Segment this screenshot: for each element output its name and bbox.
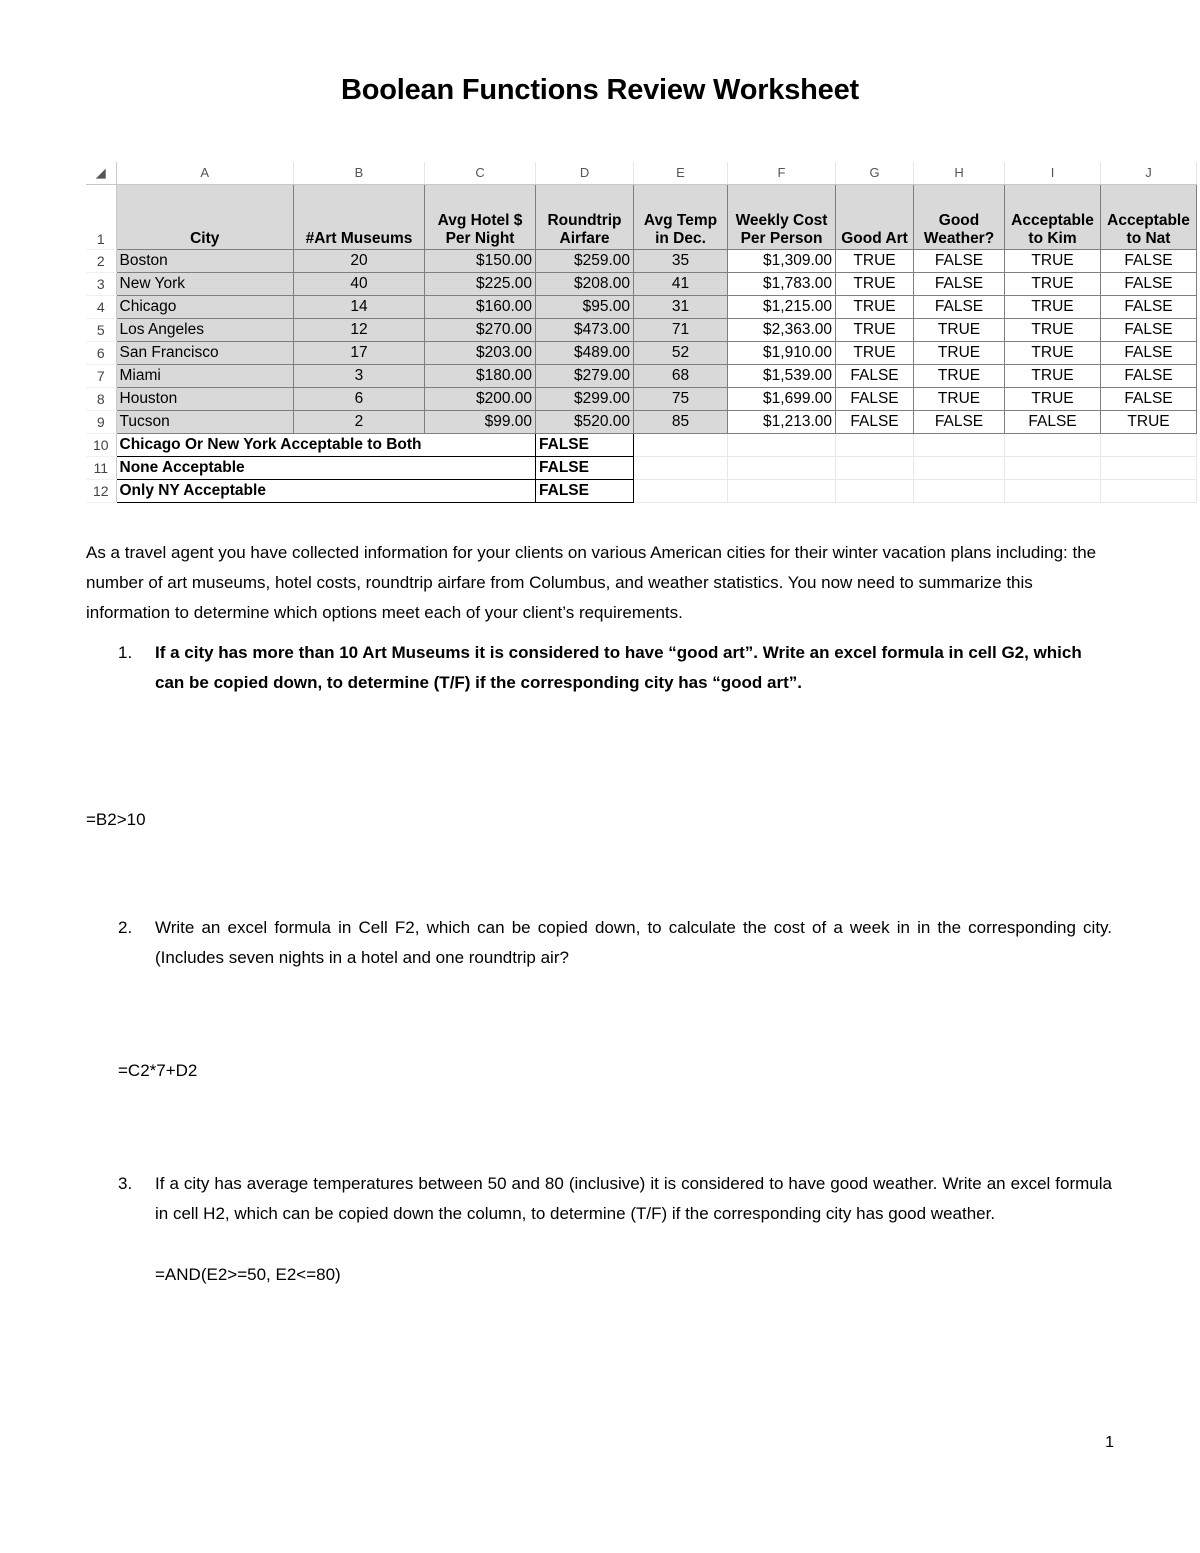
- table-cell[interactable]: FALSE: [1101, 250, 1197, 273]
- question-1: [118, 638, 1112, 698]
- table-cell[interactable]: Chicago: [116, 296, 293, 319]
- table-row: [86, 411, 1197, 434]
- header-cell[interactable]: Acceptable to Nat: [1101, 185, 1197, 250]
- question-text: If a city has more than 10 Art Museums it is considered to have “good art”. Write an excel formula in cell G2, which can be copied down, to determine (T/F) if the corresponding city has “good art”.: [155, 643, 1082, 692]
- question-number: 3.: [118, 1174, 133, 1193]
- table-cell[interactable]: TRUE: [914, 388, 1005, 411]
- row-number[interactable]: 4: [86, 296, 116, 319]
- table-cell[interactable]: FALSE: [1101, 342, 1197, 365]
- header-cell[interactable]: Good Weather?: [914, 185, 1005, 250]
- table-cell[interactable]: New York: [116, 273, 293, 296]
- question-3: [118, 1169, 1112, 1229]
- table-cell[interactable]: FALSE: [1101, 388, 1197, 411]
- row-number[interactable]: 8: [86, 388, 116, 411]
- table-cell[interactable]: $279.00: [536, 365, 634, 388]
- table-cell[interactable]: $225.00: [425, 273, 536, 296]
- header-cell[interactable]: Weekly Cost Per Person: [728, 185, 836, 250]
- table-cell[interactable]: $1,309.00: [728, 250, 836, 273]
- table-cell[interactable]: $99.00: [425, 411, 536, 434]
- table-cell[interactable]: $473.00: [536, 319, 634, 342]
- row-number[interactable]: 1: [86, 185, 116, 250]
- empty-cell[interactable]: [1101, 434, 1197, 457]
- table-cell[interactable]: San Francisco: [116, 342, 293, 365]
- table-cell[interactable]: TRUE: [836, 319, 914, 342]
- table-cell[interactable]: $299.00: [536, 388, 634, 411]
- empty-cell[interactable]: [634, 480, 728, 503]
- table-cell[interactable]: FALSE: [914, 296, 1005, 319]
- table-row: [86, 342, 1197, 365]
- row-number[interactable]: 12: [86, 480, 116, 503]
- table-cell[interactable]: FALSE: [1005, 411, 1101, 434]
- table-cell[interactable]: $259.00: [536, 250, 634, 273]
- table-cell[interactable]: 71: [634, 319, 728, 342]
- table-cell[interactable]: 6: [293, 388, 424, 411]
- row-number[interactable]: 10: [86, 434, 116, 457]
- header-cell[interactable]: Acceptable to Kim: [1005, 185, 1101, 250]
- header-cell[interactable]: Avg Temp in Dec.: [634, 185, 728, 250]
- table-cell[interactable]: TRUE: [1005, 342, 1101, 365]
- table-cell[interactable]: FALSE: [836, 411, 914, 434]
- column-letter[interactable]: I: [1005, 162, 1101, 185]
- table-cell[interactable]: TRUE: [1005, 365, 1101, 388]
- table-cell[interactable]: 3: [293, 365, 424, 388]
- column-letter[interactable]: G: [836, 162, 914, 185]
- empty-cell[interactable]: [1101, 457, 1197, 480]
- table-cell[interactable]: TRUE: [1005, 250, 1101, 273]
- table-cell[interactable]: $2,363.00: [728, 319, 836, 342]
- summary-row: [86, 434, 1197, 457]
- summary-empty-cell[interactable]: [425, 434, 536, 457]
- table-cell[interactable]: FALSE: [1101, 296, 1197, 319]
- table-cell[interactable]: 12: [293, 319, 424, 342]
- summary-empty-cell[interactable]: [425, 457, 536, 480]
- select-all-corner[interactable]: ◢: [86, 162, 116, 185]
- summary-value[interactable]: FALSE: [536, 434, 634, 457]
- question-text: Write an excel formula in Cell F2, which can be copied down, to calculate the cost of a week in in the corresponding city. (Includes seven nights in a hotel and one roundtrip air?: [155, 918, 1112, 967]
- table-cell[interactable]: $180.00: [425, 365, 536, 388]
- table-cell[interactable]: TRUE: [914, 319, 1005, 342]
- summary-row: [86, 480, 1197, 503]
- table-cell[interactable]: 40: [293, 273, 424, 296]
- column-letter[interactable]: C: [425, 162, 536, 185]
- table-row: [86, 273, 1197, 296]
- table-cell[interactable]: $203.00: [425, 342, 536, 365]
- table-row: [86, 365, 1197, 388]
- table-cell[interactable]: FALSE: [836, 365, 914, 388]
- table-cell[interactable]: FALSE: [914, 273, 1005, 296]
- table-cell[interactable]: $1,213.00: [728, 411, 836, 434]
- header-cell[interactable]: Good Art: [836, 185, 914, 250]
- empty-cell[interactable]: [1005, 434, 1101, 457]
- answer-3: =AND(E2>=50, E2<=80): [155, 1265, 341, 1284]
- table-cell[interactable]: $1,539.00: [728, 365, 836, 388]
- table-row: [86, 296, 1197, 319]
- empty-cell[interactable]: [728, 434, 836, 457]
- summary-label[interactable]: Only NY Acceptable: [116, 480, 425, 503]
- column-letter[interactable]: D: [536, 162, 634, 185]
- table-cell[interactable]: FALSE: [914, 411, 1005, 434]
- table-cell[interactable]: $1,783.00: [728, 273, 836, 296]
- answer-1: =B2>10: [86, 810, 146, 829]
- empty-cell[interactable]: [914, 457, 1005, 480]
- table-cell[interactable]: TRUE: [1005, 296, 1101, 319]
- table-cell[interactable]: FALSE: [1101, 365, 1197, 388]
- spreadsheet-table: [86, 162, 1197, 503]
- summary-value[interactable]: FALSE: [536, 480, 634, 503]
- empty-cell[interactable]: [836, 434, 914, 457]
- table-cell[interactable]: 17: [293, 342, 424, 365]
- empty-cell[interactable]: [836, 457, 914, 480]
- table-cell[interactable]: 31: [634, 296, 728, 319]
- table-cell[interactable]: TRUE: [836, 342, 914, 365]
- row-number[interactable]: 2: [86, 250, 116, 273]
- row-number[interactable]: 11: [86, 457, 116, 480]
- question-number: 2.: [118, 918, 133, 937]
- row-number[interactable]: 3: [86, 273, 116, 296]
- table-cell[interactable]: $520.00: [536, 411, 634, 434]
- table-cell[interactable]: Boston: [116, 250, 293, 273]
- table-cell[interactable]: 85: [634, 411, 728, 434]
- table-cell[interactable]: $270.00: [425, 319, 536, 342]
- table-cell[interactable]: TRUE: [1005, 319, 1101, 342]
- table-cell[interactable]: 35: [634, 250, 728, 273]
- column-letter[interactable]: F: [728, 162, 836, 185]
- table-cell[interactable]: Tucson: [116, 411, 293, 434]
- table-cell[interactable]: $200.00: [425, 388, 536, 411]
- table-cell[interactable]: Miami: [116, 365, 293, 388]
- table-cell[interactable]: 20: [293, 250, 424, 273]
- row-number[interactable]: 9: [86, 411, 116, 434]
- table-cell[interactable]: Los Angeles: [116, 319, 293, 342]
- table-cell[interactable]: $150.00: [425, 250, 536, 273]
- summary-empty-cell[interactable]: [425, 480, 536, 503]
- table-cell[interactable]: 68: [634, 365, 728, 388]
- summary-label[interactable]: Chicago Or New York Acceptable to Both: [116, 434, 425, 457]
- row-number[interactable]: 5: [86, 319, 116, 342]
- table-cell[interactable]: $1,215.00: [728, 296, 836, 319]
- intro-paragraph: As a travel agent you have collected information for your clients on various American cities for their winter vacation plans including: the number of art museums, hotel costs, roundtrip airfare from Columbus, and weather statistics. You now need to summarize this information to determine which options meet each of your client’s requirements.: [86, 543, 1097, 622]
- table-cell[interactable]: FALSE: [1101, 273, 1197, 296]
- empty-cell[interactable]: [1101, 480, 1197, 503]
- summary-label[interactable]: None Acceptable: [116, 457, 425, 480]
- header-cell[interactable]: Avg Hotel $ Per Night: [425, 185, 536, 250]
- table-cell[interactable]: TRUE: [914, 342, 1005, 365]
- empty-cell[interactable]: [728, 457, 836, 480]
- column-letter[interactable]: J: [1101, 162, 1197, 185]
- empty-cell[interactable]: [1005, 457, 1101, 480]
- table-cell[interactable]: FALSE: [836, 388, 914, 411]
- question-text: If a city has average temperatures between 50 and 80 (inclusive) it is considered to have good weather. Write an excel formula in cell H2, which can be copied down the column, to determine (T/F) if the corresponding city has good weather.: [155, 1174, 1112, 1223]
- column-letter[interactable]: B: [293, 162, 424, 185]
- empty-cell[interactable]: [634, 434, 728, 457]
- table-cell[interactable]: 52: [634, 342, 728, 365]
- row-number[interactable]: 6: [86, 342, 116, 365]
- table-cell[interactable]: $1,699.00: [728, 388, 836, 411]
- column-letter[interactable]: E: [634, 162, 728, 185]
- column-letter[interactable]: A: [116, 162, 293, 185]
- table-cell[interactable]: TRUE: [836, 273, 914, 296]
- header-cell[interactable]: #Art Museums: [293, 185, 424, 250]
- column-header-row: [86, 162, 1197, 185]
- header-row: [86, 185, 1197, 250]
- page-number: 1: [1105, 1434, 1114, 1451]
- table-row: [86, 250, 1197, 273]
- table-cell[interactable]: TRUE: [836, 250, 914, 273]
- table-cell[interactable]: 14: [293, 296, 424, 319]
- answer-2: =C2*7+D2: [118, 1061, 198, 1080]
- table-cell[interactable]: TRUE: [1101, 411, 1197, 434]
- table-cell[interactable]: FALSE: [1101, 319, 1197, 342]
- table-cell[interactable]: $95.00: [536, 296, 634, 319]
- row-number[interactable]: 7: [86, 365, 116, 388]
- empty-cell[interactable]: [728, 480, 836, 503]
- table-cell[interactable]: $1,910.00: [728, 342, 836, 365]
- table-cell[interactable]: $489.00: [536, 342, 634, 365]
- empty-cell[interactable]: [914, 434, 1005, 457]
- question-number: 1.: [118, 643, 133, 662]
- table-cell[interactable]: TRUE: [1005, 273, 1101, 296]
- empty-cell[interactable]: [634, 457, 728, 480]
- table-cell[interactable]: 75: [634, 388, 728, 411]
- header-cell[interactable]: City: [116, 185, 293, 250]
- summary-value[interactable]: FALSE: [536, 457, 634, 480]
- question-2: [118, 913, 1112, 973]
- empty-cell[interactable]: [914, 480, 1005, 503]
- table-cell[interactable]: TRUE: [1005, 388, 1101, 411]
- table-cell[interactable]: TRUE: [914, 365, 1005, 388]
- table-cell[interactable]: 2: [293, 411, 424, 434]
- table-cell[interactable]: Houston: [116, 388, 293, 411]
- table-cell[interactable]: $160.00: [425, 296, 536, 319]
- empty-cell[interactable]: [1005, 480, 1101, 503]
- table-cell[interactable]: 41: [634, 273, 728, 296]
- table-row: [86, 319, 1197, 342]
- summary-row: [86, 457, 1197, 480]
- empty-cell[interactable]: [836, 480, 914, 503]
- table-cell[interactable]: FALSE: [914, 250, 1005, 273]
- table-cell[interactable]: TRUE: [836, 296, 914, 319]
- page-title: Boolean Functions Review Worksheet: [341, 74, 859, 106]
- table-row: [86, 388, 1197, 411]
- table-cell[interactable]: $208.00: [536, 273, 634, 296]
- column-letter[interactable]: H: [914, 162, 1005, 185]
- header-cell[interactable]: Roundtrip Airfare: [536, 185, 634, 250]
